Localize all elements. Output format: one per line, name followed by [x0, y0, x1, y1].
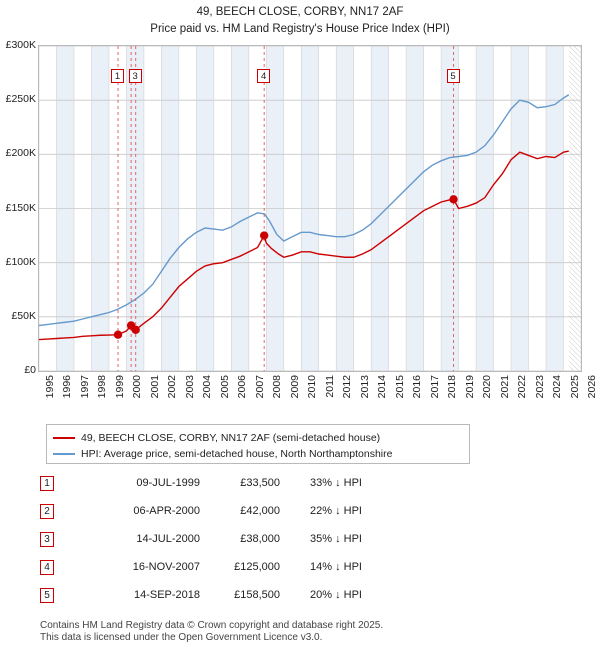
- row-delta: 35% ↓ HPI: [310, 533, 362, 545]
- legend-label-hpi: HPI: Average price, semi-detached house, North Northamptonshire: [81, 447, 393, 460]
- y-tick-label: £50K: [11, 309, 36, 322]
- title-main: 49, BEECH CLOSE, CORBY, NN17 2AF: [196, 6, 404, 18]
- row-marker: 4: [40, 560, 54, 575]
- row-price: £158,500: [234, 589, 280, 601]
- legend-label-price: 49, BEECH CLOSE, CORBY, NN17 2AF (semi-detached house): [81, 431, 381, 444]
- footer: [40, 620, 580, 644]
- chart-marker-label: 5: [447, 69, 460, 83]
- x-tick-label: 2025: [568, 375, 581, 399]
- x-tick-label: 1996: [61, 375, 74, 399]
- x-tick-label: 2012: [341, 375, 354, 399]
- y-tick-label: £150K: [5, 201, 36, 214]
- chart-marker-label: 4: [257, 69, 270, 83]
- x-tick-label: 2010: [306, 375, 319, 399]
- x-tick-label: 2003: [183, 375, 196, 399]
- row-date: 16-NOV-2007: [132, 561, 200, 573]
- x-tick-label: 2023: [533, 375, 546, 399]
- row-marker: 1: [40, 476, 54, 491]
- legend-swatch-price: [53, 437, 75, 439]
- x-tick-label: 2016: [411, 375, 424, 399]
- x-tick-label: 2009: [288, 375, 301, 399]
- row-price: £33,500: [240, 477, 280, 489]
- row-marker: 2: [40, 504, 54, 519]
- chart-marker-label: 3: [129, 69, 142, 83]
- page-title: [0, 4, 600, 38]
- y-tick-label: £300K: [5, 39, 36, 51]
- chart-plot-area: [38, 45, 582, 372]
- row-date: 14-JUL-2000: [136, 533, 200, 545]
- row-price: £42,000: [240, 505, 280, 517]
- row-marker: 5: [40, 588, 54, 603]
- row-date: 14-SEP-2018: [133, 589, 200, 601]
- row-delta: 33% ↓ HPI: [310, 477, 362, 489]
- y-tick-label: £0: [24, 364, 36, 376]
- sales-table: [40, 472, 500, 612]
- row-date: 09-JUL-1999: [136, 477, 200, 489]
- x-tick-label: 2007: [253, 375, 266, 399]
- row-delta: 22% ↓ HPI: [310, 505, 362, 517]
- y-tick-label: £200K: [5, 147, 36, 160]
- x-tick-label: 2002: [166, 375, 179, 399]
- y-axis-labels: [0, 39, 36, 376]
- y-tick-label: £250K: [5, 93, 36, 106]
- x-tick-label: 2000: [131, 375, 144, 399]
- x-axis-labels: [38, 375, 598, 425]
- x-tick-label: 2004: [201, 375, 214, 399]
- legend-swatch-hpi: [53, 453, 75, 455]
- table-row: [40, 528, 500, 556]
- x-tick-label: 1995: [44, 375, 56, 399]
- x-tick-label: 1998: [96, 375, 109, 399]
- legend-item-1: [53, 446, 463, 461]
- table-row: [40, 472, 500, 500]
- x-tick-label: 1999: [113, 375, 126, 399]
- chart-marker-label: 1: [111, 69, 124, 83]
- footer-copyright: Contains HM Land Registry data © Crown copyright and database right 2025.: [40, 620, 384, 631]
- x-tick-label: 2008: [271, 375, 284, 399]
- x-tick-label: 2020: [481, 375, 494, 399]
- footer-licence: This data is licensed under the Open Government Licence v3.0.: [40, 632, 323, 643]
- x-tick-label: 2001: [148, 375, 161, 399]
- table-row: [40, 500, 500, 528]
- row-marker: 3: [40, 532, 54, 547]
- x-tick-label: 2017: [428, 375, 441, 399]
- x-tick-label: 2005: [218, 375, 231, 399]
- x-tick-label: 2014: [376, 375, 389, 399]
- x-tick-label: 2026: [586, 375, 598, 399]
- x-tick-label: 2015: [393, 375, 406, 399]
- chart-legend: [46, 424, 470, 464]
- plot-svg: [39, 46, 581, 371]
- plot-frame: [38, 45, 582, 372]
- row-delta: 20% ↓ HPI: [310, 589, 362, 601]
- table-row: [40, 556, 500, 584]
- x-tick-label: 2006: [236, 375, 249, 399]
- x-tick-label: 2022: [516, 375, 529, 399]
- table-row: [40, 584, 500, 612]
- x-tick-label: 2019: [463, 375, 476, 399]
- x-tick-label: 1997: [78, 375, 91, 399]
- x-tick-label: 2018: [446, 375, 459, 399]
- x-tick-label: 2013: [358, 375, 371, 399]
- x-tick-label: 2021: [498, 375, 511, 399]
- legend-item-0: [53, 430, 463, 445]
- x-tick-label: 2024: [551, 375, 564, 399]
- row-date: 06-APR-2000: [133, 505, 200, 517]
- y-tick-label: £100K: [5, 255, 36, 268]
- row-price: £125,000: [234, 561, 280, 573]
- x-tick-label: 2011: [323, 375, 336, 398]
- row-delta: 14% ↓ HPI: [310, 561, 362, 573]
- row-price: £38,000: [240, 533, 280, 545]
- title-sub: Price paid vs. HM Land Registry's House Price Index (HPI): [150, 23, 450, 35]
